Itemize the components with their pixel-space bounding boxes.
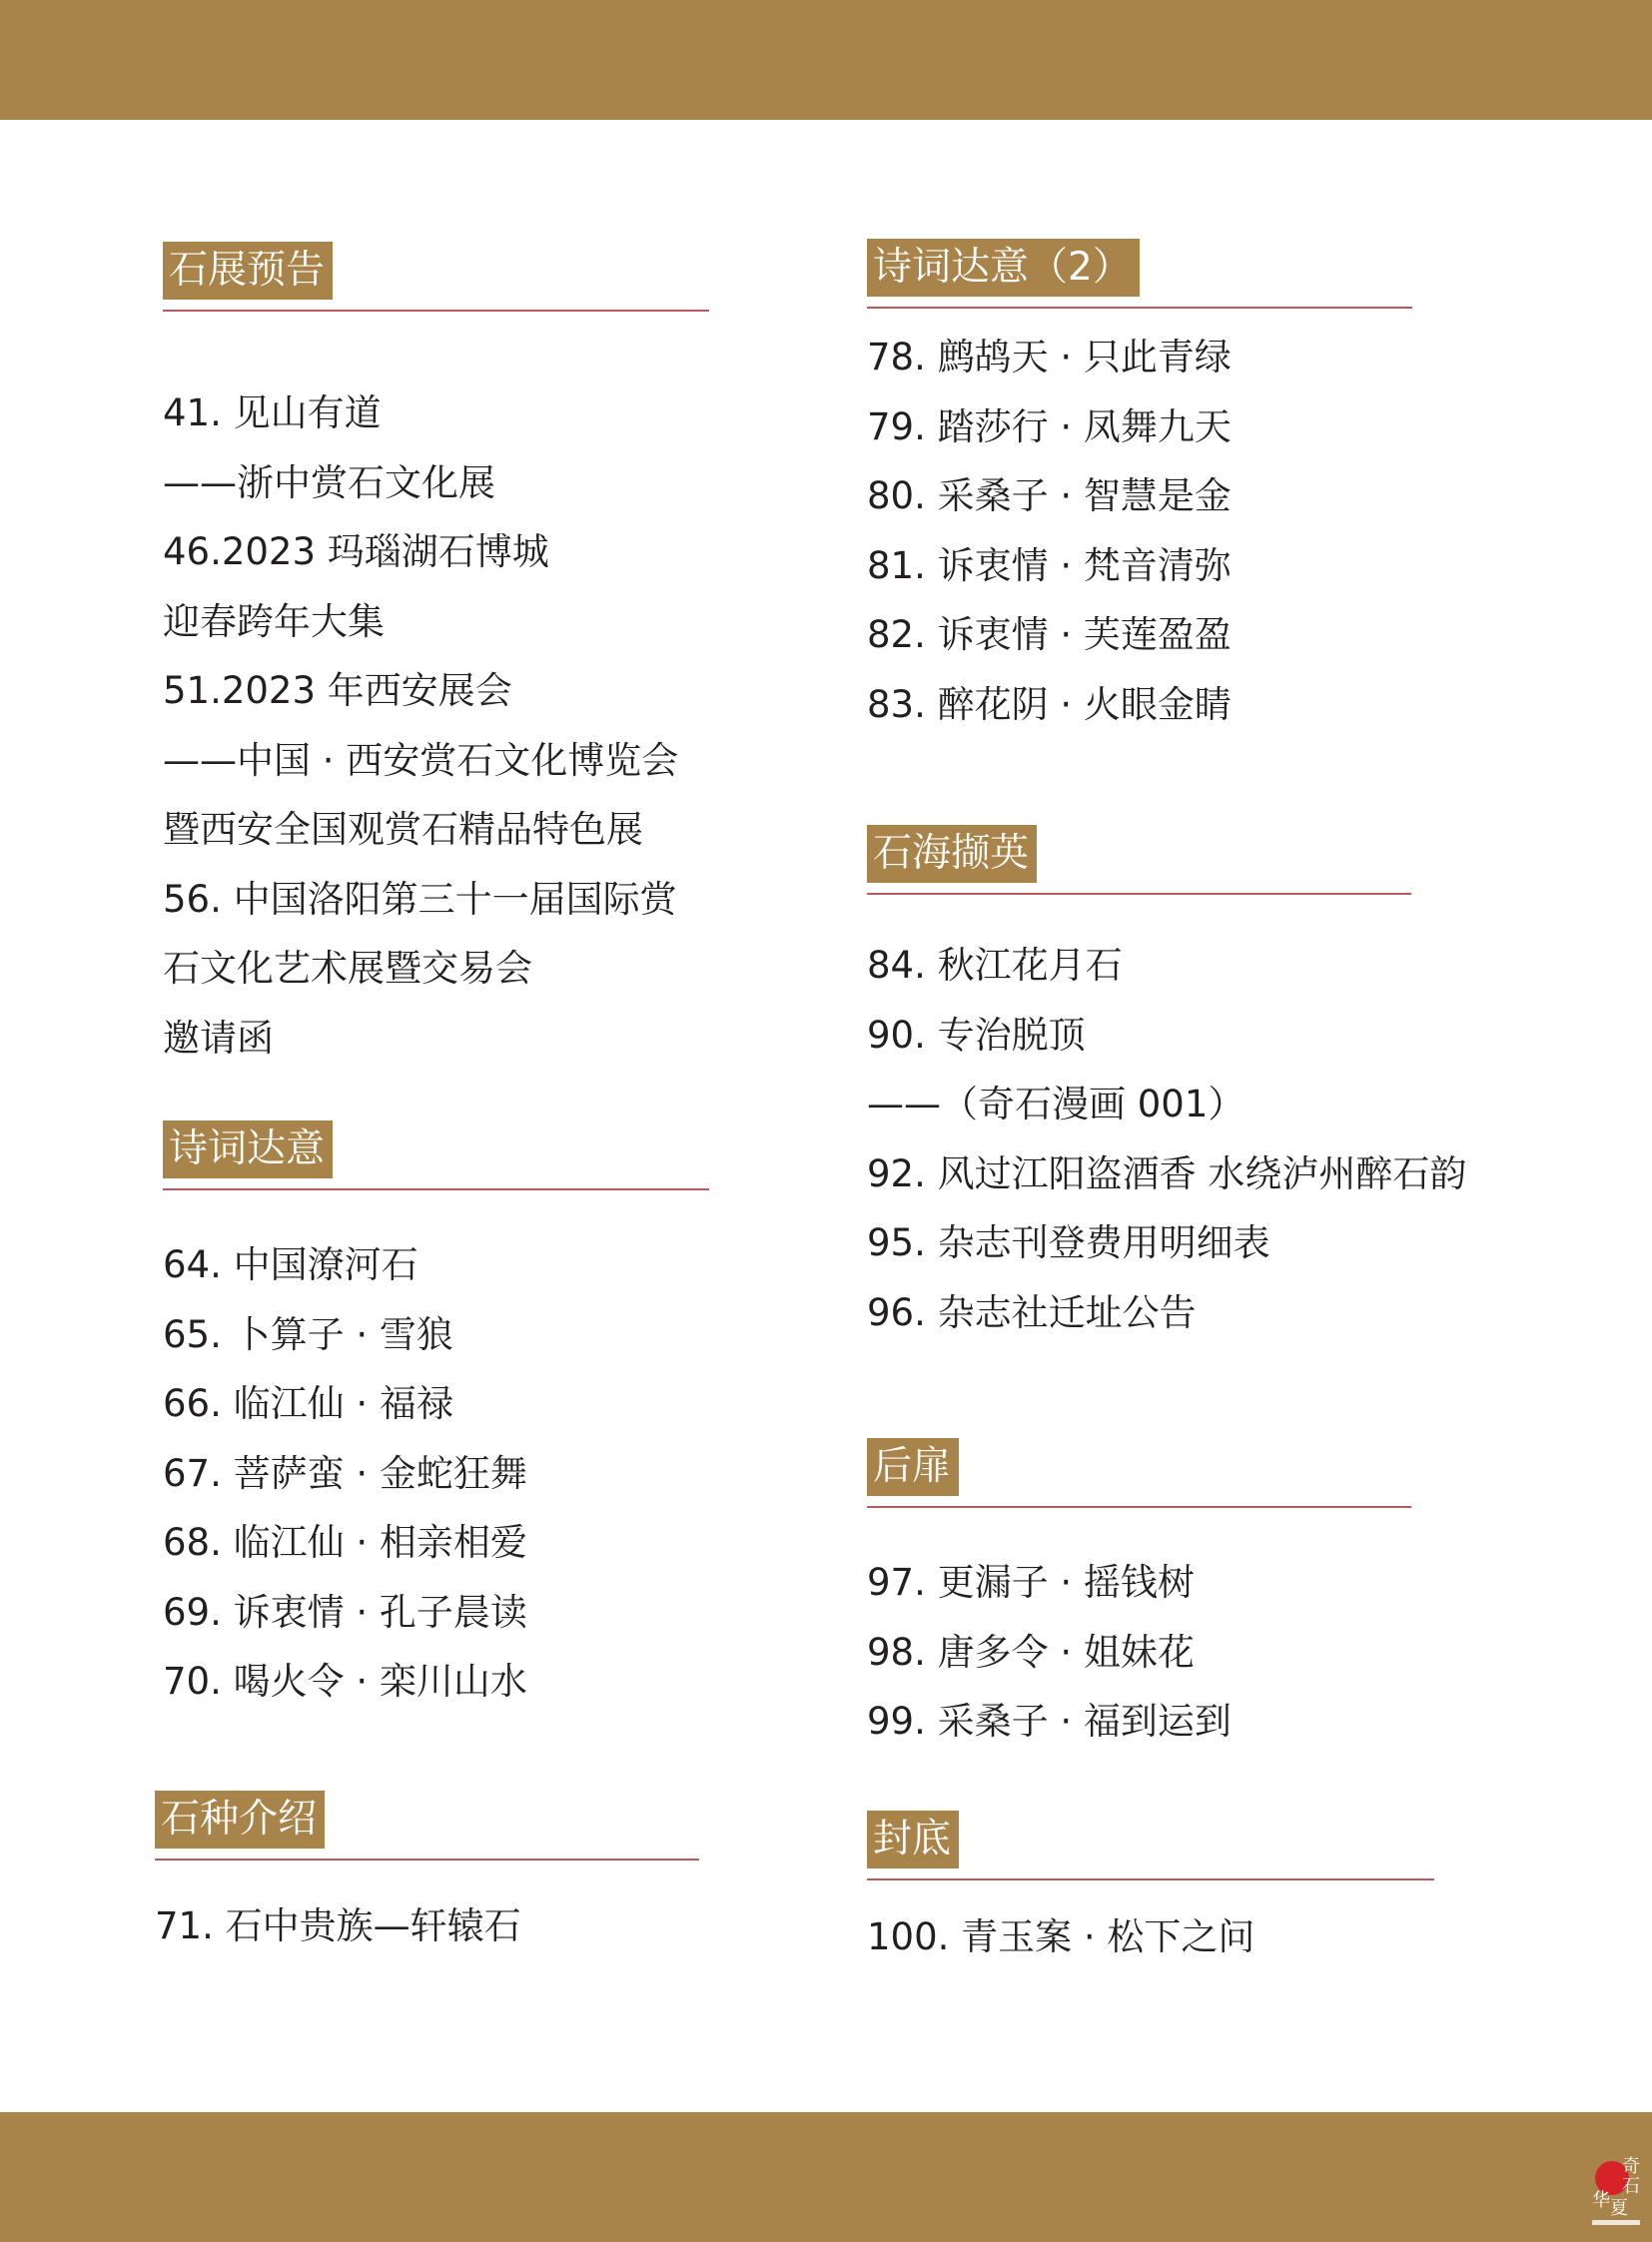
toc-entry[interactable]: 67. 菩萨蛮 · 金蛇狂舞 bbox=[163, 1451, 527, 1495]
toc-entry[interactable]: 69. 诉衷情 · 孔子晨读 bbox=[163, 1590, 527, 1634]
svg-text:夏: 夏 bbox=[1610, 2198, 1628, 2219]
toc-list bbox=[155, 1891, 699, 1961]
section-stone-sea bbox=[867, 825, 1467, 1347]
toc-entry[interactable]: 64. 中国潦河石 bbox=[163, 1243, 418, 1286]
toc-entry[interactable]: 66. 临江仙 · 福禄 bbox=[163, 1382, 453, 1425]
toc-entry[interactable]: 迎春跨年大集 bbox=[163, 599, 385, 643]
section-divider bbox=[155, 1859, 699, 1861]
section-heading: 诗词达意（2） bbox=[867, 239, 1140, 297]
section-divider bbox=[867, 1506, 1411, 1508]
toc-entry[interactable]: ——中国 · 西安赏石文化博览会 bbox=[163, 738, 679, 782]
toc-entry[interactable]: 99. 采桑子 · 福到运到 bbox=[867, 1700, 1232, 1743]
section-back-flap bbox=[867, 1438, 1411, 1757]
toc-entry[interactable]: 82. 诉衷情 · 芙莲盈盈 bbox=[867, 613, 1232, 656]
section-heading: 石海撷英 bbox=[867, 825, 1037, 883]
svg-text:华: 华 bbox=[1592, 2190, 1610, 2211]
section-heading: 诗词达意 bbox=[163, 1121, 333, 1178]
toc-entry[interactable]: 41. 见山有道 bbox=[163, 391, 382, 434]
toc-entry[interactable]: 暨西安全国观赏石精品特色展 bbox=[163, 808, 643, 851]
section-poetry-2 bbox=[867, 239, 1412, 739]
toc-entry[interactable]: ——（奇石漫画 001） bbox=[867, 1083, 1245, 1125]
toc-entry[interactable]: ——浙中赏石文化展 bbox=[163, 460, 495, 504]
section-heading: 石种介绍 bbox=[155, 1791, 325, 1849]
toc-entry[interactable]: 65. 卜算子 · 雪狼 bbox=[163, 1312, 453, 1356]
section-exhibition-preview bbox=[163, 242, 709, 1073]
bottom-decorative-band bbox=[0, 2112, 1652, 2242]
toc-entry[interactable]: 95. 杂志刊登费用明细表 bbox=[867, 1221, 1270, 1264]
toc-list bbox=[867, 1902, 1434, 1972]
toc-entry[interactable]: 84. 秋江花月石 bbox=[867, 944, 1123, 987]
toc-entry[interactable]: 80. 采桑子 · 智慧是金 bbox=[867, 474, 1232, 517]
toc-list bbox=[163, 1230, 709, 1717]
toc-entry[interactable]: 78. 鹧鸪天 · 只此青绿 bbox=[867, 336, 1232, 378]
section-divider bbox=[867, 307, 1412, 309]
toc-entry[interactable]: 83. 醉花阴 · 火眼金睛 bbox=[867, 682, 1232, 726]
toc-entry[interactable]: 100. 青玉案 · 松下之问 bbox=[867, 1915, 1255, 1958]
toc-entry[interactable]: 56. 中国洛阳第三十一届国际赏 bbox=[163, 877, 677, 921]
toc-list bbox=[867, 1548, 1411, 1757]
section-divider bbox=[163, 1188, 709, 1190]
section-stone-types bbox=[155, 1791, 699, 1961]
toc-entry[interactable]: 70. 喝火令 · 栾川山水 bbox=[163, 1660, 527, 1703]
toc-entry[interactable]: 石文化艺术展暨交易会 bbox=[163, 947, 532, 990]
section-divider bbox=[867, 893, 1411, 895]
toc-entry[interactable]: 68. 临江仙 · 相亲相爱 bbox=[163, 1521, 527, 1564]
section-back-cover bbox=[867, 1811, 1434, 1972]
toc-entry[interactable]: 96. 杂志社迁址公告 bbox=[867, 1290, 1197, 1334]
section-divider bbox=[867, 1878, 1434, 1880]
toc-entry[interactable]: 90. 专治脱顶 bbox=[867, 1013, 1086, 1057]
toc-list bbox=[163, 378, 709, 1073]
toc-list bbox=[867, 931, 1467, 1347]
toc-entry[interactable]: 46.2023 玛瑙湖石博城 bbox=[163, 530, 549, 573]
toc-entry[interactable]: 71. 石中贵族—轩辕石 bbox=[155, 1904, 521, 1947]
section-heading: 石展预告 bbox=[163, 242, 333, 300]
toc-entry[interactable]: 51.2023 年西安展会 bbox=[163, 669, 512, 712]
toc-entry[interactable]: 98. 唐多令 · 姐妹花 bbox=[867, 1630, 1195, 1674]
site-logo bbox=[1588, 2150, 1644, 2230]
toc-entry[interactable]: 79. 踏莎行 · 凤舞九天 bbox=[867, 404, 1232, 448]
svg-text:奇: 奇 bbox=[1622, 2156, 1640, 2177]
section-divider bbox=[163, 310, 709, 312]
toc-entry[interactable]: 92. 风过江阳盗酒香 水绕泸州醉石韵 bbox=[867, 1151, 1467, 1195]
top-decorative-band bbox=[0, 0, 1652, 120]
section-heading: 封底 bbox=[867, 1811, 959, 1868]
svg-text:石: 石 bbox=[1622, 2176, 1640, 2197]
toc-entry[interactable]: 81. 诉衷情 · 梵音清弥 bbox=[867, 543, 1232, 587]
toc-entry[interactable]: 97. 更漏子 · 摇钱树 bbox=[867, 1561, 1195, 1604]
section-poetry bbox=[163, 1121, 709, 1717]
toc-entry[interactable]: 邀请函 bbox=[163, 1016, 274, 1060]
section-heading: 后扉 bbox=[867, 1438, 959, 1496]
toc-list bbox=[867, 323, 1412, 739]
